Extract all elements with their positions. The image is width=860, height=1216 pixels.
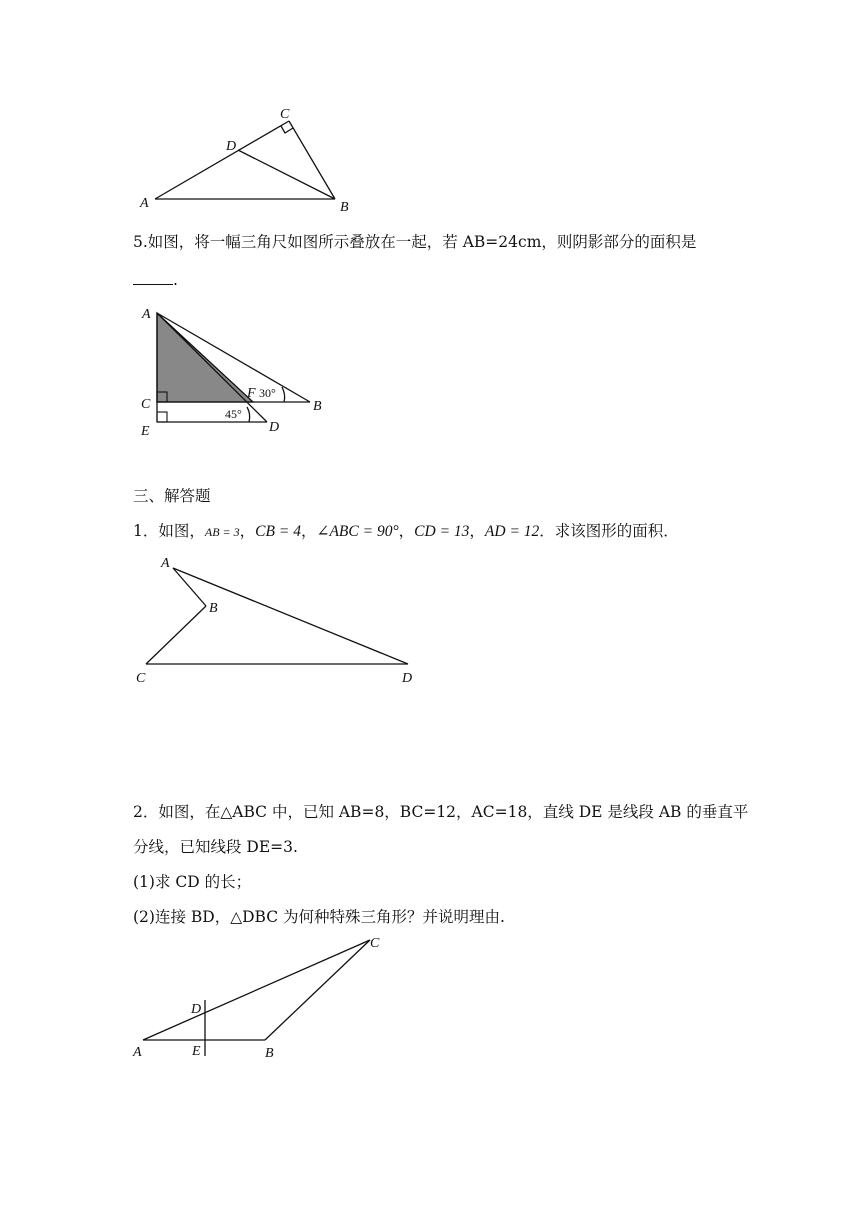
p2-sub1: (1)求 CD 的长； <box>133 873 252 891</box>
fig4-label-d: D <box>191 1002 202 1017</box>
q5-line2 <box>133 270 178 290</box>
fig4-segment-ac <box>143 940 370 1040</box>
q5-answer-blank[interactable] <box>133 270 173 285</box>
p1-angle: ∠ABC = 90° <box>316 523 399 540</box>
figure-2 <box>0 300 860 450</box>
fig2-right-angle-e <box>157 412 167 422</box>
fig3-label-c: C <box>136 671 146 686</box>
fig1-label-c: C <box>280 107 290 122</box>
p1-text <box>133 521 679 542</box>
p1-prefix: 如图， <box>158 522 205 540</box>
fig2-arc-45 <box>247 407 250 422</box>
fig4-label-e: E <box>192 1044 201 1059</box>
p2-sub2: (2)连接 BD，△DBC 为何种特殊三角形？并说明理由. <box>133 908 505 926</box>
fig1-segment-ac <box>155 121 289 199</box>
fig2-arc-30 <box>282 387 285 402</box>
fig3-label-d: D <box>402 671 413 686</box>
q5-line1 <box>133 232 696 252</box>
figure-3 <box>0 550 860 690</box>
figure-4 <box>0 930 860 1070</box>
p1-sep1: ， <box>239 522 256 540</box>
p1-number: 1． <box>133 522 159 540</box>
fig1-label-d: D <box>226 139 237 154</box>
fig2-label-c: C <box>141 397 151 412</box>
fig2-label-a: A <box>142 307 151 322</box>
figure-1 <box>0 0 860 220</box>
fig2-angle-30: 30° <box>259 386 276 400</box>
fig2-label-e: E <box>141 424 150 439</box>
fig3-label-a: A <box>161 556 170 571</box>
p2-line2: 分线，已知线段 DE=3. <box>133 838 298 856</box>
p1-suffix: ．求该图形的面积． <box>539 522 679 540</box>
fig4-label-c: C <box>370 936 380 951</box>
fig3-segment-ab <box>173 568 206 606</box>
fig1-right-angle-mark <box>281 126 293 133</box>
p1-sep4: ， <box>469 522 485 540</box>
q5-period: . <box>173 271 178 289</box>
fig4-segment-bc <box>265 940 370 1040</box>
fig2-angle-45: 45° <box>225 407 242 421</box>
fig4-label-b: B <box>265 1046 274 1061</box>
fig4-label-a: A <box>133 1045 142 1060</box>
fig2-shaded-region <box>157 313 253 402</box>
fig1-label-b: B <box>340 200 349 215</box>
p1-cd: CD = 13 <box>414 523 470 540</box>
p1-sep2: ， <box>300 522 317 540</box>
p1-sep3: ， <box>398 522 415 540</box>
fig3-label-b: B <box>209 601 218 616</box>
q5-text: 如图，将一幅三角尺如图所示叠放在一起，若 AB=24cm，则阴影部分的面积是 <box>147 233 697 251</box>
fig2-label-d: D <box>269 420 280 435</box>
fig2-label-b: B <box>313 399 322 414</box>
p2-line1: 2．如图，在△ABC 中，已知 AB=8，BC=12，AC=18，直线 DE 是线段 AB 的垂直平 <box>133 803 749 821</box>
p1-ad: AD = 12 <box>484 523 540 540</box>
p1-ab: AB = 3 <box>204 525 240 539</box>
fig3-segment-bc <box>146 606 206 664</box>
fig1-label-a: A <box>140 196 149 211</box>
q5-number: 5. <box>133 233 148 251</box>
p1-cb: CB = 4 <box>255 523 301 540</box>
section-title: 三、解答题 <box>133 487 211 505</box>
fig2-label-f: F <box>247 386 256 401</box>
fig3-segment-ad <box>173 568 408 664</box>
